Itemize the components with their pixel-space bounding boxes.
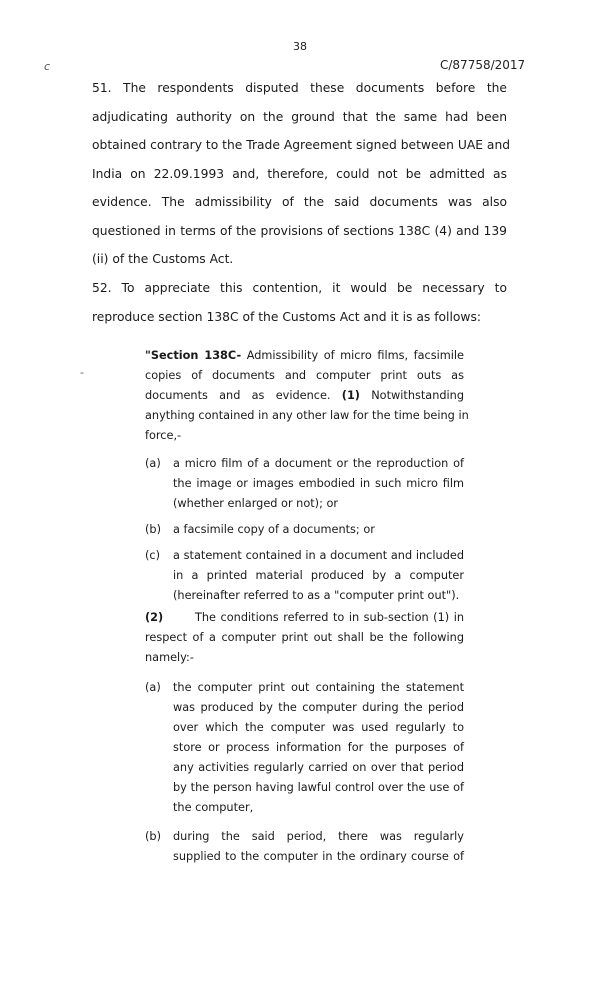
page-number: 38 <box>293 40 307 53</box>
item-label: (c) <box>145 549 161 562</box>
text-line: (ii) of the Customs Act. <box>92 252 234 266</box>
paragraph-51 <box>92 74 511 274</box>
text-line: over which the computer was used regularly to <box>173 721 464 734</box>
text-line: namely:- <box>145 651 194 664</box>
text-line: the computer print out containing the statement <box>173 681 464 694</box>
list-item <box>145 520 464 540</box>
text-line: respect of a computer print out shall be the following <box>145 631 464 644</box>
text-line: during the said period, there was regularly <box>173 830 464 843</box>
text-line: was produced by the computer during the period <box>173 701 464 714</box>
text-line: a statement contained in a document and included <box>173 549 464 562</box>
text-line: supplied to the computer in the ordinary course of <box>173 850 464 863</box>
text-line: "Section 138C- Admissibility of micro films, facsimile <box>145 349 464 362</box>
text-line: obtained contrary to the Trade Agreement signed between UAE and <box>92 138 511 152</box>
subsection-label: (1) <box>341 389 360 402</box>
item-label: (b) <box>145 523 161 536</box>
paragraph-52 <box>92 274 507 331</box>
text-line: any activities regularly carried on over that period <box>173 761 464 774</box>
text-line: in a printed material produced by a computer <box>173 569 464 582</box>
text-line: India on 22.09.1993 and, therefore, could not be admitted as <box>92 166 507 181</box>
subsection-2-first-line <box>145 608 464 628</box>
section-heading: "Section 138C- <box>145 349 242 362</box>
text-line: copies of documents and computer print outs as <box>145 369 464 382</box>
item-label: (b) <box>145 830 161 843</box>
list-item <box>145 546 464 606</box>
text-line: anything contained in any other law for the time being in <box>145 409 469 422</box>
text-line: a facsimile copy of a documents; or <box>173 523 375 536</box>
list-item <box>145 454 464 514</box>
margin-mark: c <box>44 60 51 73</box>
text-line: (whether enlarged or not); or <box>173 497 339 510</box>
text-line: documents and as evidence. (1) Notwithstanding <box>145 389 465 402</box>
case-number: C/87758/2017 <box>440 58 526 72</box>
text-line: evidence. The admissibility of the said documents was also <box>92 195 507 209</box>
text-line: by the person having lawful control over the use of <box>173 781 464 794</box>
text-line: adjudicating authority on the ground that the same had been <box>92 109 507 124</box>
item-label: (a) <box>145 681 161 694</box>
text-line: reproduce section 138C of the Customs Act and it is as follows: <box>92 309 482 324</box>
text-line: the computer, <box>173 801 254 814</box>
text-line: the image or images embodied in such micro film <box>173 477 464 490</box>
text-line: a micro film of a document or the reproduction of <box>173 457 464 470</box>
subsection-2 <box>145 608 464 668</box>
text-line: store or process information for the purposes of <box>173 741 464 754</box>
list-item <box>145 827 464 867</box>
item-label: (a) <box>145 457 161 470</box>
list-item <box>145 678 464 818</box>
text-line: 52. To appreciate this contention, it would be necessary to <box>92 281 507 295</box>
text-line: The conditions referred to in sub-section (1) in <box>195 611 464 624</box>
text-line: questioned in terms of the provisions of sections 138C (4) and 139 <box>92 223 507 238</box>
text-line: force,- <box>145 429 182 442</box>
text-line: 51. The respondents disputed these documents before the <box>92 81 507 95</box>
subsection-2-list <box>145 678 464 867</box>
margin-mark: - <box>80 366 84 379</box>
subsection-label: (2) <box>145 611 164 624</box>
subsection-1-list <box>145 454 464 606</box>
statute-quote <box>145 346 469 446</box>
text-line: (hereinafter referred to as a "computer print out"). <box>173 589 460 602</box>
